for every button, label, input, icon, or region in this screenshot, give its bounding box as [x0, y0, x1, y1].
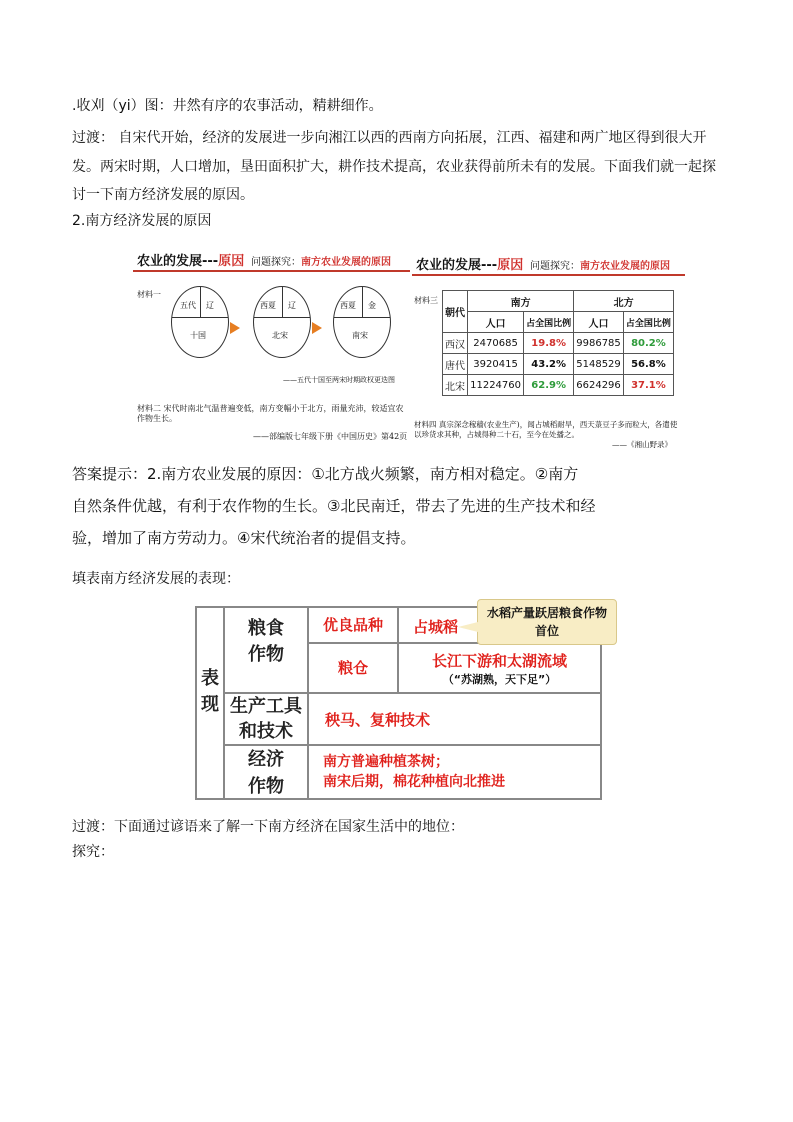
material-text: 材料二 宋代时南北气温普遍变低，南方变幅小于北方，雨量充沛，较适宜农作物生长。 [137, 404, 404, 423]
text-line: 过渡：下面通过谚语来了解一下南方经济在国家生活中的地位： [72, 819, 464, 835]
arrow-icon [312, 322, 322, 334]
callout-pointer [458, 622, 478, 632]
map-label: 十国 [190, 331, 206, 340]
answer-line: 验，增加了南方劳动力。④宋代统治者的提倡支持。 [72, 529, 416, 547]
question-label: 问题探究： [251, 257, 301, 268]
proverb-text: （“苏湖熟，天下足”） [442, 673, 557, 686]
slide-title: 农业的发展--- [137, 254, 219, 269]
material-label: 材料三 [414, 296, 438, 305]
population-table [442, 290, 674, 396]
map-label: 辽 [288, 301, 296, 310]
material-text: 材料四 真宗深念稼穑(农业生产)，闻占城稻耐旱，西天菉豆子多而粒大，各遣使以珍货求其种，占城得种二十石，至今在处播之。 [414, 420, 678, 439]
cash-crop-line: 南宋后期，棉花种植向北推进 [323, 774, 505, 790]
map-label: 西夏 [340, 301, 356, 310]
row-header-biaoxian: 表 现 [196, 607, 224, 799]
map-label: 南宋 [352, 331, 368, 340]
text-line: 过渡： 自宋代开始，经济的发展进一步向湘江以西的西南方向拓展，江西、福建和两广地区得到很大开 [72, 130, 707, 146]
map-label: 西夏 [260, 301, 276, 310]
table-header: 南方 [468, 291, 574, 312]
divider [133, 270, 410, 272]
arrow-icon [230, 322, 240, 334]
slide-title-accent: 原因 [497, 258, 524, 273]
table-header: 北方 [574, 291, 674, 312]
map-circle [333, 286, 391, 358]
source-text: ——部编版七年级下册《中国历史》第42页 [253, 432, 408, 441]
slide-title-accent: 原因 [218, 254, 245, 269]
cell-granary: 粮仓 [308, 643, 398, 693]
fill-title: 填表南方经济发展的表现： [72, 571, 240, 587]
text-line: 发。两宋时期，人口增加，垦田面积扩大，耕作技术提高，农业获得前所未有的发展。下面我们就一起探 [72, 159, 716, 175]
text-line: 讨一下南方经济发展的原因。 [72, 187, 254, 203]
row-header-tools: 生产工具 和技术 [224, 693, 308, 745]
map-label: 北宋 [272, 331, 288, 340]
slide-image-2 [412, 244, 685, 450]
table-header: 占全国比例 [623, 312, 673, 333]
cell-tools: 秧马、复种技术 [308, 693, 601, 745]
table-row: 唐代 3920415 43.2% 5148529 56.8% [443, 354, 674, 375]
table-header: 朝代 [443, 291, 468, 333]
answer-line: 自然条件优越，有利于农作物的生长。③北民南迁，带去了先进的生产技术和经 [72, 497, 596, 515]
section-heading: 2.南方经济发展的原因 [72, 213, 212, 229]
material-label: 材料一 [137, 290, 161, 299]
text-line: .收刈（yi）图：井然有序的农事活动，精耕细作。 [72, 98, 383, 114]
callout-text: 水稻产量跃居粮食作物首位 [486, 606, 607, 638]
map-circle [253, 286, 311, 358]
answer-line: 答案提示：2.南方农业发展的原因：①北方战火频繁，南方相对稳定。②南方 [72, 465, 579, 483]
cell-cash-crops [308, 745, 601, 799]
cash-crop-line: 南方普遍种植茶树； [323, 754, 449, 770]
slide-image-1 [133, 244, 410, 450]
table-header: 占全国比例 [524, 312, 574, 333]
table-row: 西汉 2470685 19.8% 9986785 80.2% [443, 333, 674, 354]
figure-caption: ——五代十国至两宋时期政权更迭图 [283, 376, 395, 384]
cell-variety: 优良品种 [308, 607, 398, 643]
table-row: 北宋 11224760 62.9% 6624296 37.1% [443, 375, 674, 396]
row-header-cash-crops: 经济 作物 [224, 745, 308, 799]
map-label: 五代 [180, 301, 196, 310]
table-header: 人口 [574, 312, 624, 333]
question-text: 南方农业发展的原因 [301, 257, 391, 268]
question-label: 问题探究： [530, 261, 580, 272]
table-header: 人口 [468, 312, 524, 333]
cell-champa-rice: 占城稻 [398, 607, 601, 643]
row-header-grain: 粮食 作物 [224, 607, 308, 693]
text-line: 探究： [72, 844, 114, 860]
question-text: 南方农业发展的原因 [580, 261, 670, 272]
region-text: 长江下游和太湖流域 [431, 652, 567, 670]
slide-title: 农业的发展--- [416, 258, 498, 273]
callout-note [477, 599, 617, 645]
source-text: ——《湘山野录》 [612, 440, 672, 449]
map-circle [171, 286, 229, 358]
map-label: 金 [368, 301, 376, 310]
divider [412, 274, 685, 276]
map-label: 辽 [206, 301, 214, 310]
cell-granary-region [398, 643, 601, 693]
